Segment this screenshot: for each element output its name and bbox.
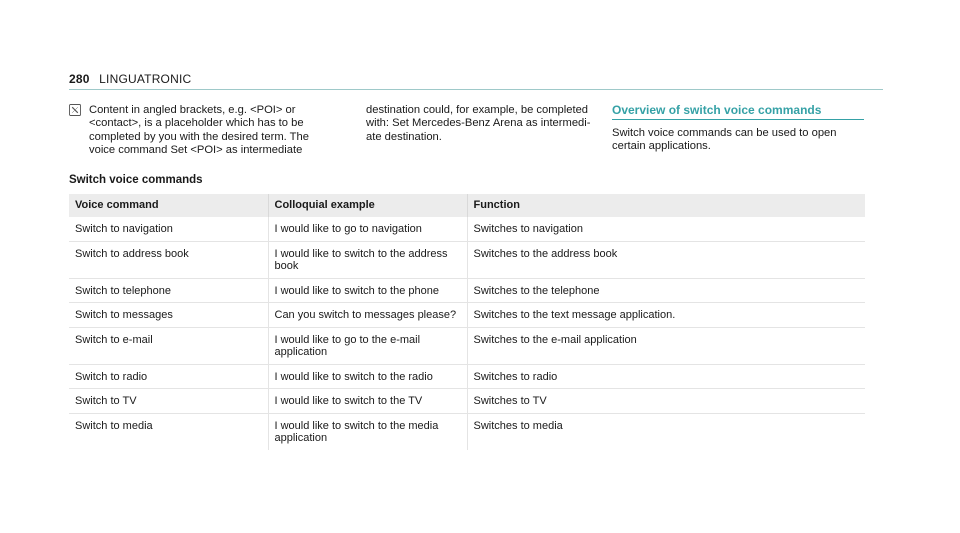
table-row [69, 241, 865, 278]
voice-command-cell: Switch to navigation [69, 217, 268, 241]
voice-command-cell: Switch to telephone [69, 278, 268, 303]
function-cell: Switches to the e-mail application [467, 327, 865, 364]
page-header [69, 72, 191, 86]
overview-text: Switch voice commands can be used to open certain applications. [612, 127, 837, 153]
function-cell: Switches to radio [467, 364, 865, 389]
continuation-text: destination could, for example, be completed with: Set Mercedes-Benz Arena as intermedi-ate destination. [366, 104, 591, 143]
table-row [69, 303, 865, 328]
table-row [69, 413, 865, 450]
column-header-function: Function [467, 194, 865, 217]
note-block [69, 104, 329, 158]
column-header-colloquial-example: Colloquial example [268, 194, 467, 217]
page-number: 280 [69, 72, 90, 86]
function-cell: Switches to the address book [467, 241, 865, 278]
voice-command-cell: Switch to radio [69, 364, 268, 389]
table-row [69, 327, 865, 364]
voice-command-cell: Switch to TV [69, 389, 268, 414]
function-cell: Switches to navigation [467, 217, 865, 241]
example-cell: I would like to switch to the TV [268, 389, 467, 414]
overview-divider [612, 119, 864, 120]
overview-heading: Overview of switch voice commands [612, 103, 822, 117]
voice-command-cell: Switch to media [75, 419, 153, 432]
voice-commands-table [69, 194, 865, 450]
example-cell: I would like to switch to the media application [268, 413, 467, 450]
voice-command-cell: Switch to e-mail [69, 327, 268, 364]
column-header-voice-command: Voice command [69, 194, 268, 217]
table-row [69, 278, 865, 303]
note-text: Content in angled brackets, e.g. <POI> or <contact>, is a placeholder which has to be completed by you with the desired term. The voice command Set <POI> as intermediate [89, 104, 309, 157]
function-cell: Switches to media [467, 413, 865, 450]
table-row [69, 217, 865, 241]
example-cell: I would like to switch to the phone [268, 278, 467, 303]
info-icon [69, 104, 81, 116]
table-title: Switch voice commands [69, 174, 203, 186]
table-header-row [69, 194, 865, 217]
voice-command-cell: Switch to messages [69, 303, 268, 328]
voice-command-cell: Switch to address book [69, 241, 268, 278]
table-row [69, 364, 865, 389]
section-title: LINGUATRONIC [99, 72, 192, 86]
header-divider [69, 89, 883, 90]
example-cell: I would like to switch to the radio [268, 364, 467, 389]
table-row [69, 389, 865, 414]
example-cell: I would like to switch to the address book [268, 241, 467, 278]
function-cell: Switches to the telephone [467, 278, 865, 303]
example-cell: I would like to go to the e-mail application [268, 327, 467, 364]
example-cell: Can you switch to messages please? [268, 303, 467, 328]
function-cell: Switches to the text message application. [467, 303, 865, 328]
function-cell: Switches to TV [467, 389, 865, 414]
example-cell: I would like to go to navigation [268, 217, 467, 241]
